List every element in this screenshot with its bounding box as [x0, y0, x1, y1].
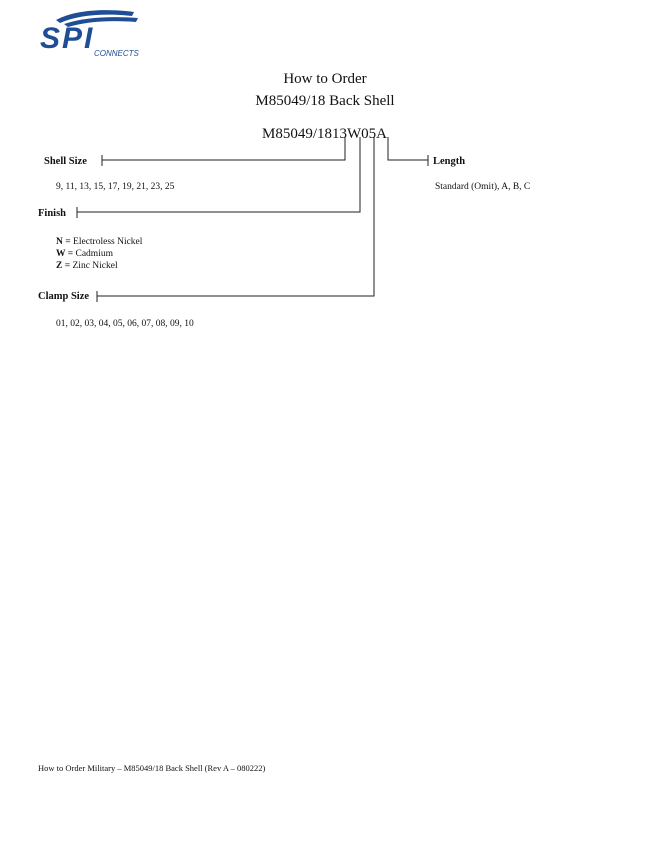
logo-tagline: CONNECTS [94, 49, 139, 58]
length-label: Length [433, 156, 466, 167]
clamp-size-values: 01, 02, 03, 04, 05, 06, 07, 08, 09, 10 [56, 319, 194, 329]
finish-connector [77, 137, 360, 212]
clamp-size-connector [97, 137, 374, 296]
finish-label: Finish [38, 208, 67, 219]
page-subtitle: M85049/18 Back Shell [255, 93, 395, 109]
part-number: M85049/1813W05A [262, 126, 387, 142]
length-values: Standard (Omit), A, B, C [435, 182, 531, 192]
spi-connects-logo [34, 8, 154, 58]
logo-text: SPI [40, 22, 95, 55]
page-title: How to Order [283, 71, 367, 87]
shell-size-label: Shell Size [44, 156, 87, 167]
length-connector [388, 137, 428, 160]
finish-option: Z = Zinc Nickel [56, 261, 118, 271]
finish-option: N = Electroless Nickel [56, 237, 143, 247]
clamp-size-label: Clamp Size [38, 291, 90, 302]
shell-size-values: 9, 11, 13, 15, 17, 19, 21, 23, 25 [56, 182, 175, 192]
finish-options [56, 236, 142, 272]
finish-option: W = Cadmium [56, 249, 113, 259]
footer-text: How to Order Military – M85049/18 Back Shell (Rev A – 080222) [38, 763, 266, 773]
